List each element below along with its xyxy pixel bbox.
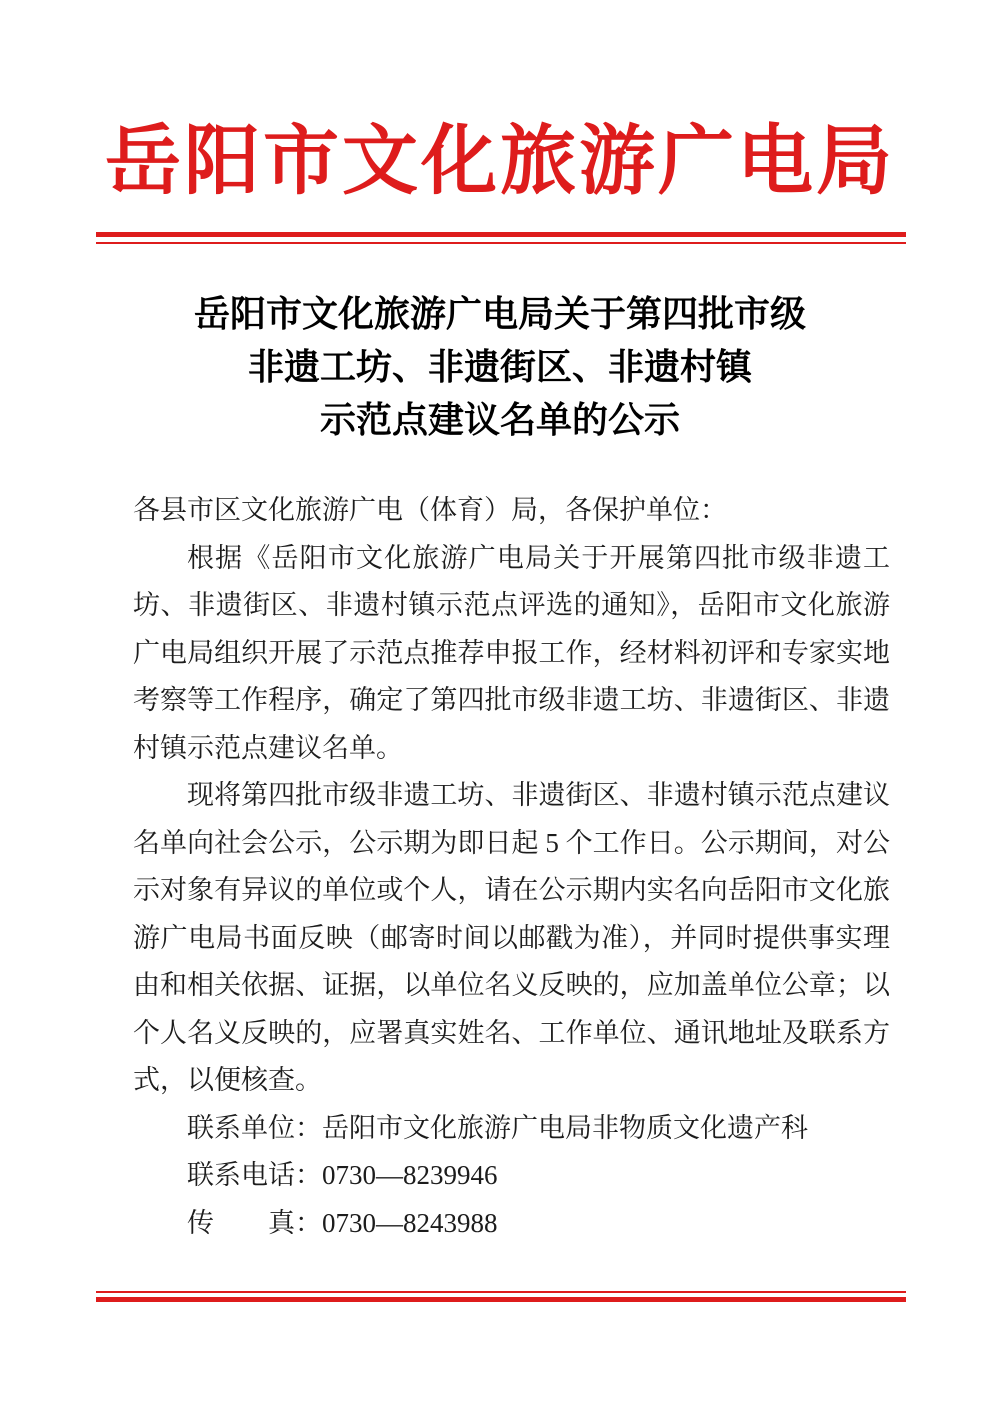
salutation-line: 各县市区文化旅游广电（体育）局，各保护单位： <box>133 495 727 525</box>
footer-rule-thin-line <box>96 1291 906 1293</box>
contact-phone-label: 联系电话： <box>187 1160 322 1190</box>
contact-fax-label: 传 真： <box>187 1207 322 1238</box>
header-rule-thin-line <box>96 242 906 244</box>
body-paragraph-1: 根据《岳阳市文化旅游广电局关于开展第四批市级非遗工坊、非遗街区、非遗村镇示范点评选的通知》，岳阳市文化旅游广电局组织开展了示范点推荐申报工作，经材料初评和专家实地考察等工作程序，确定了第四批市级非遗工坊、非遗街区、非遗村镇示范点建议名单。 <box>133 542 890 763</box>
contact-unit-line <box>133 1105 890 1153</box>
contact-phone-value: 0730—8239946 <box>322 1160 498 1190</box>
document-body <box>133 487 890 1247</box>
letterhead-agency-title: 岳阳市文化旅游广电局 <box>105 120 895 204</box>
contact-unit-label: 联系单位： <box>187 1112 322 1143</box>
contact-fax-line <box>133 1200 890 1248</box>
footer-double-rule <box>96 1291 906 1302</box>
document-title-line-1: 岳阳市文化旅游广电局关于第四批市级 <box>193 294 806 334</box>
footer-rule-thick-line <box>96 1297 906 1302</box>
body-paragraph-2: 现将第四批市级非遗工坊、非遗街区、非遗村镇示范点建议名单向社会公示，公示期为即日起 5 个工作日。公示期间，对公示对象有异议的单位或个人，请在公示期内实名向岳阳市文化旅游广电局书面反映（邮寄时间以邮戳为准），并同时提供事实理由和相关依据、证据，以单位名义反映的，应加盖单位公章；以个人名义反映的，应署真实姓名、工作单位、通讯地址及联系方式，以便核查。 <box>133 780 890 1095</box>
contact-fax-value: 0730—8243988 <box>322 1207 498 1238</box>
header-rule-thick-line <box>96 232 906 237</box>
document-title-line-3: 示范点建议名单的公示 <box>319 400 680 440</box>
contact-unit-value: 岳阳市文化旅游广电局非物质文化遗产科 <box>322 1112 808 1143</box>
document-title <box>0 288 1000 447</box>
header-double-rule <box>96 232 906 244</box>
contact-phone-line <box>133 1152 890 1200</box>
document-title-line-2: 非遗工坊、非遗街区、非遗村镇 <box>247 347 752 387</box>
